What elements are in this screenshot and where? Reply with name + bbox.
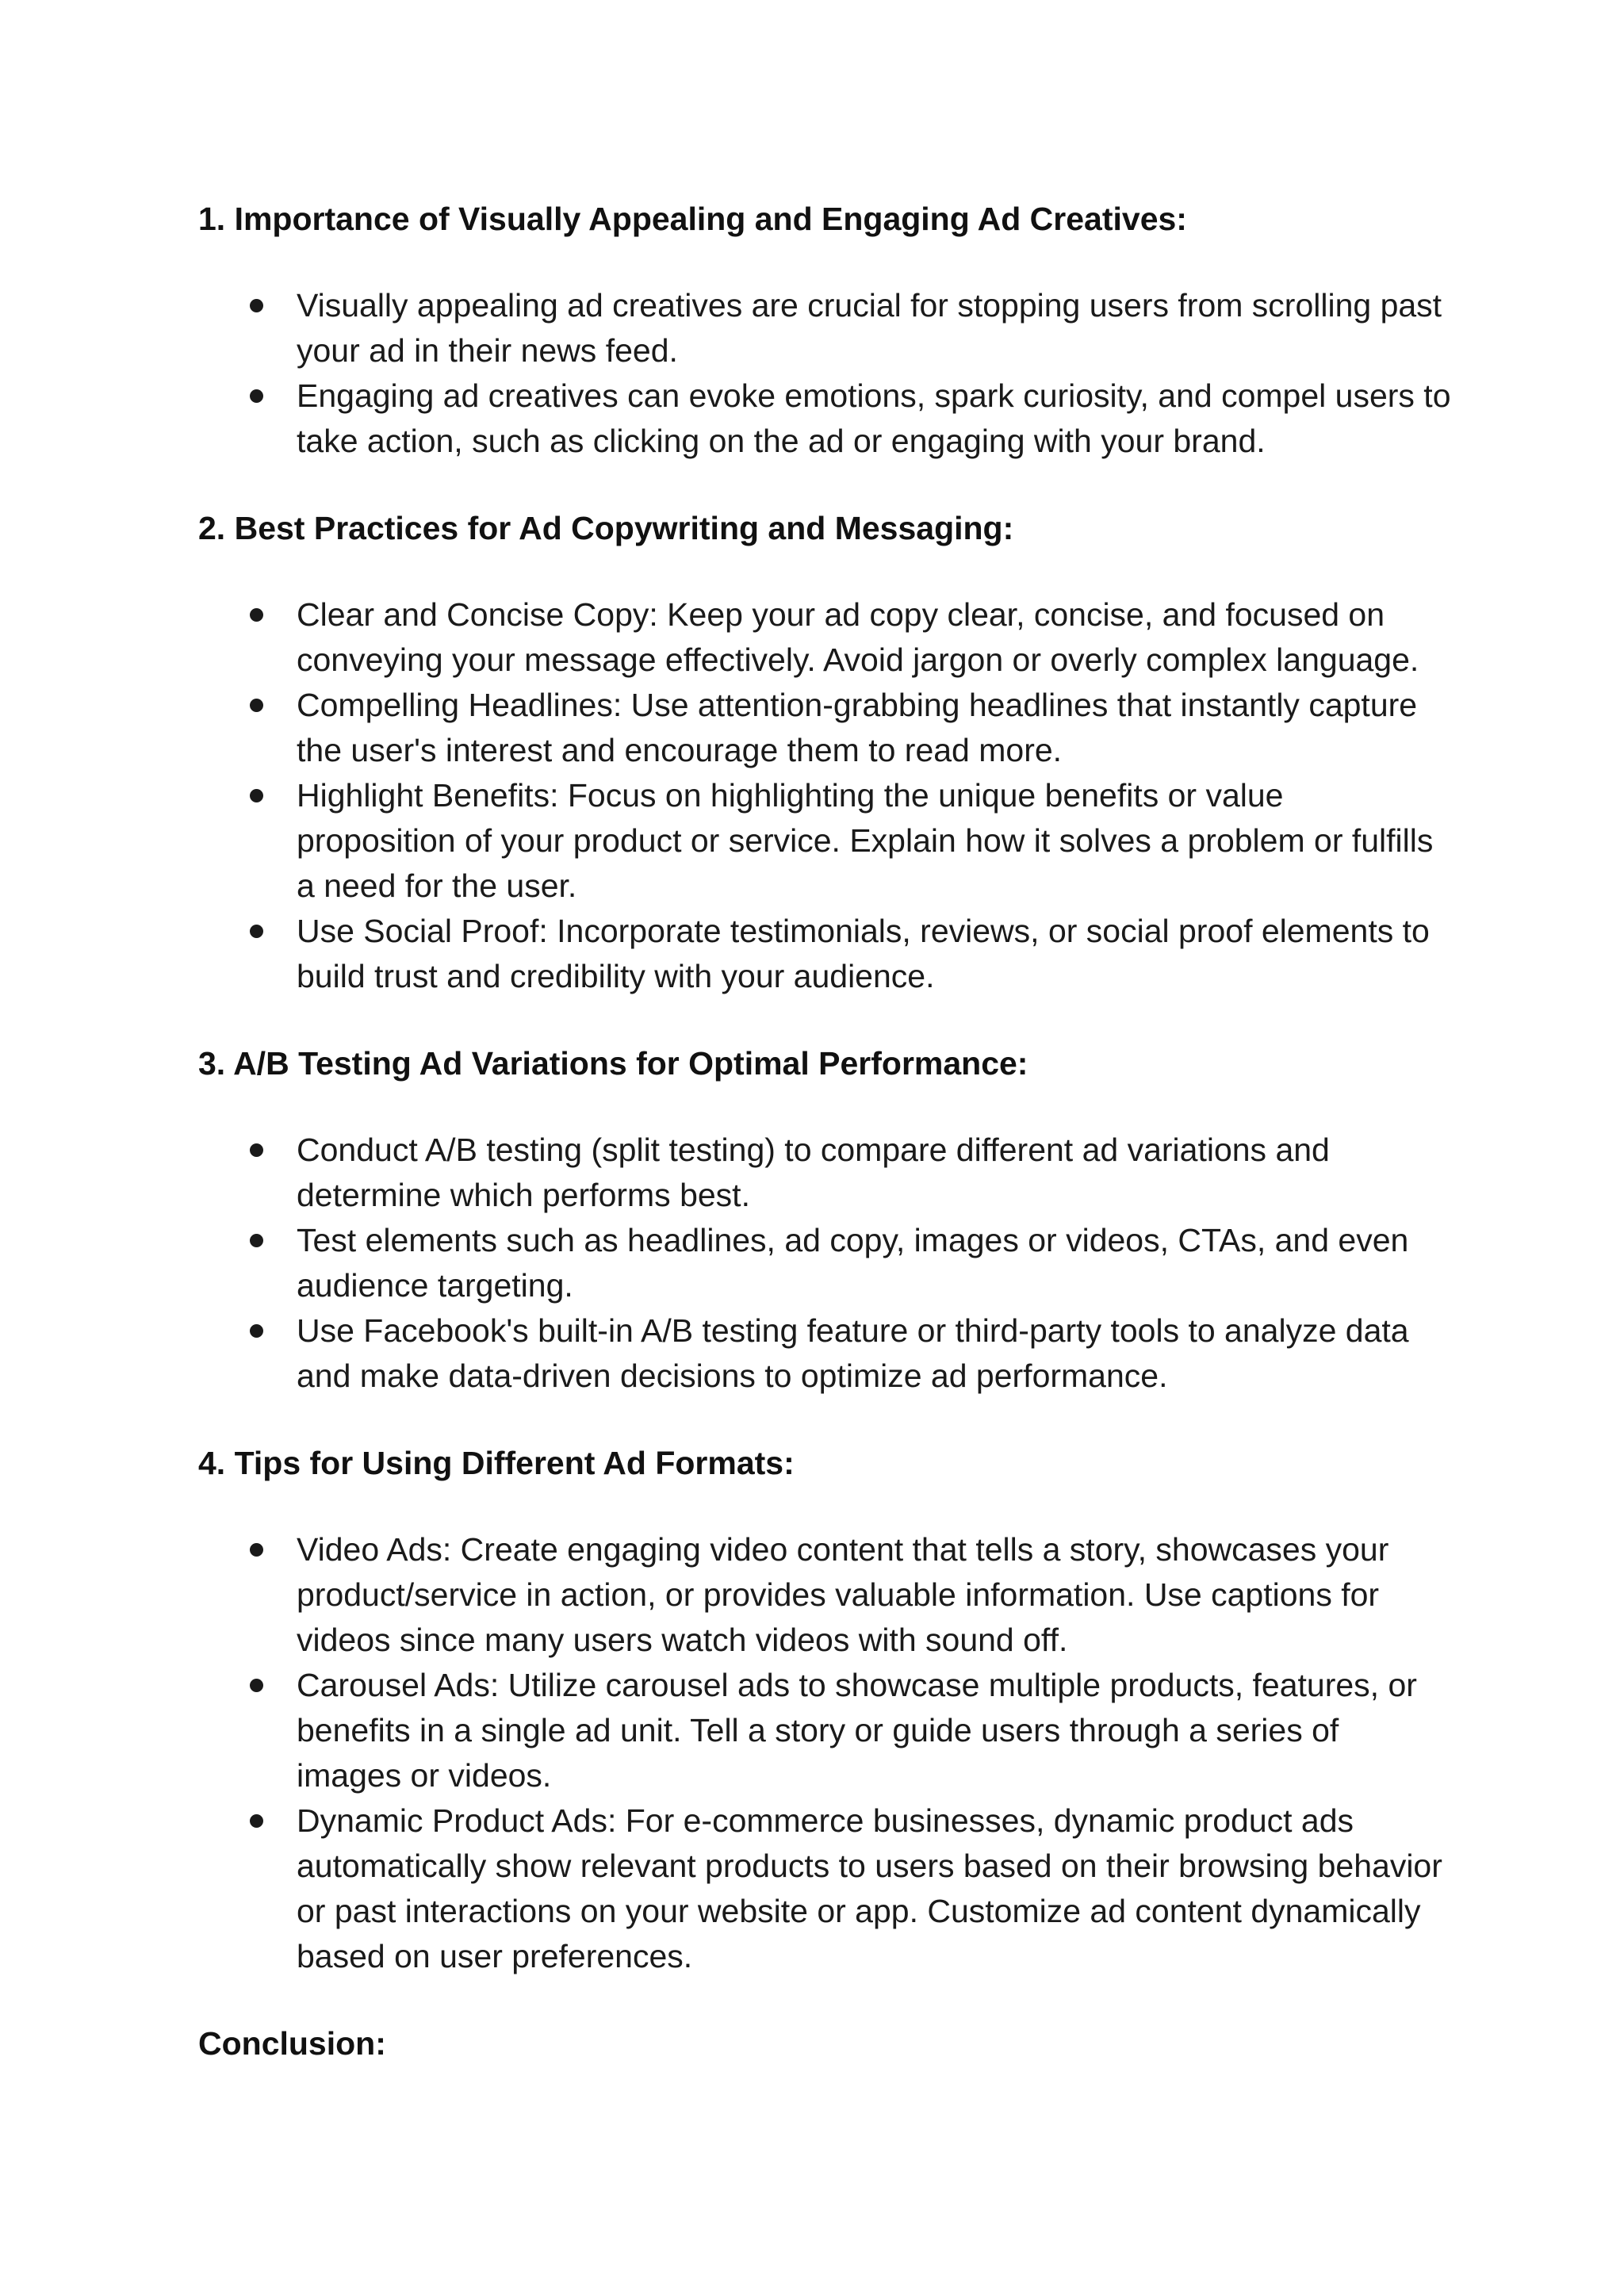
list-item: Visually appealing ad creatives are crucial for stopping users from scrolling past your ad in their news feed. bbox=[198, 283, 1451, 373]
list-item: Use Social Proof: Incorporate testimonials, reviews, or social proof elements to build trust and credibility with your audience. bbox=[198, 909, 1451, 999]
list-item: Dynamic Product Ads: For e-commerce businesses, dynamic product ads automatically show relevant products to users based on their browsing behavior or past interactions on your website or app. Customize ad content dynamically based on user preferences. bbox=[198, 1798, 1451, 1979]
section-1-bullet-list bbox=[198, 283, 1451, 464]
list-item: Video Ads: Create engaging video content that tells a story, showcases your product/service in action, or provides valuable information. Use captions for videos since many users watch videos with sound off. bbox=[198, 1527, 1451, 1663]
section-heading-1: 1. Importance of Visually Appealing and Engaging Ad Creatives: bbox=[198, 201, 1187, 237]
document-body bbox=[198, 197, 1451, 2066]
bullet-icon bbox=[250, 608, 263, 622]
bullet-icon bbox=[250, 389, 263, 403]
list-item: Engaging ad creatives can evoke emotions, spark curiosity, and compel users to take action, such as clicking on the ad or engaging with your brand. bbox=[198, 373, 1451, 464]
list-item: Use Facebook's built-in A/B testing feature or third-party tools to analyze data and make data-driven decisions to optimize ad performance. bbox=[198, 1308, 1451, 1399]
bullet-icon bbox=[250, 1143, 263, 1157]
bullet-icon bbox=[250, 299, 263, 312]
bullet-icon bbox=[250, 1814, 263, 1828]
list-item: Compelling Headlines: Use attention-grabbing headlines that instantly capture the user's interest and encourage them to read more. bbox=[198, 683, 1451, 773]
bullet-icon bbox=[250, 699, 263, 712]
list-item: Carousel Ads: Utilize carousel ads to showcase multiple products, features, or benefits in a single ad unit. Tell a story or guide users through a series of images or videos. bbox=[198, 1663, 1451, 1798]
bullet-icon bbox=[250, 1234, 263, 1247]
list-item: Conduct A/B testing (split testing) to compare different ad variations and determine which performs best. bbox=[198, 1128, 1451, 1218]
conclusion-heading: Conclusion: bbox=[198, 2025, 386, 2062]
list-item: Clear and Concise Copy: Keep your ad copy clear, concise, and focused on conveying your message effectively. Avoid jargon or overly complex language. bbox=[198, 592, 1451, 683]
bullet-icon bbox=[250, 789, 263, 802]
section-2-bullet-list bbox=[198, 592, 1451, 999]
section-heading-2: 2. Best Practices for Ad Copywriting and Messaging: bbox=[198, 510, 1014, 546]
bullet-icon bbox=[250, 1679, 263, 1692]
list-item: Test elements such as headlines, ad copy, images or videos, CTAs, and even audience targeting. bbox=[198, 1218, 1451, 1308]
section-heading-3: 3. A/B Testing Ad Variations for Optimal Performance: bbox=[198, 1045, 1028, 1082]
bullet-icon bbox=[250, 925, 263, 938]
list-item: Highlight Benefits: Focus on highlighting the unique benefits or value proposition of your product or service. Explain how it solves a problem or fulfills a need for the user. bbox=[198, 773, 1451, 909]
section-3-bullet-list bbox=[198, 1128, 1451, 1399]
bullet-icon bbox=[250, 1543, 263, 1557]
section-4-bullet-list bbox=[198, 1527, 1451, 1979]
bullet-icon bbox=[250, 1324, 263, 1338]
section-heading-4: 4. Tips for Using Different Ad Formats: bbox=[198, 1445, 795, 1481]
